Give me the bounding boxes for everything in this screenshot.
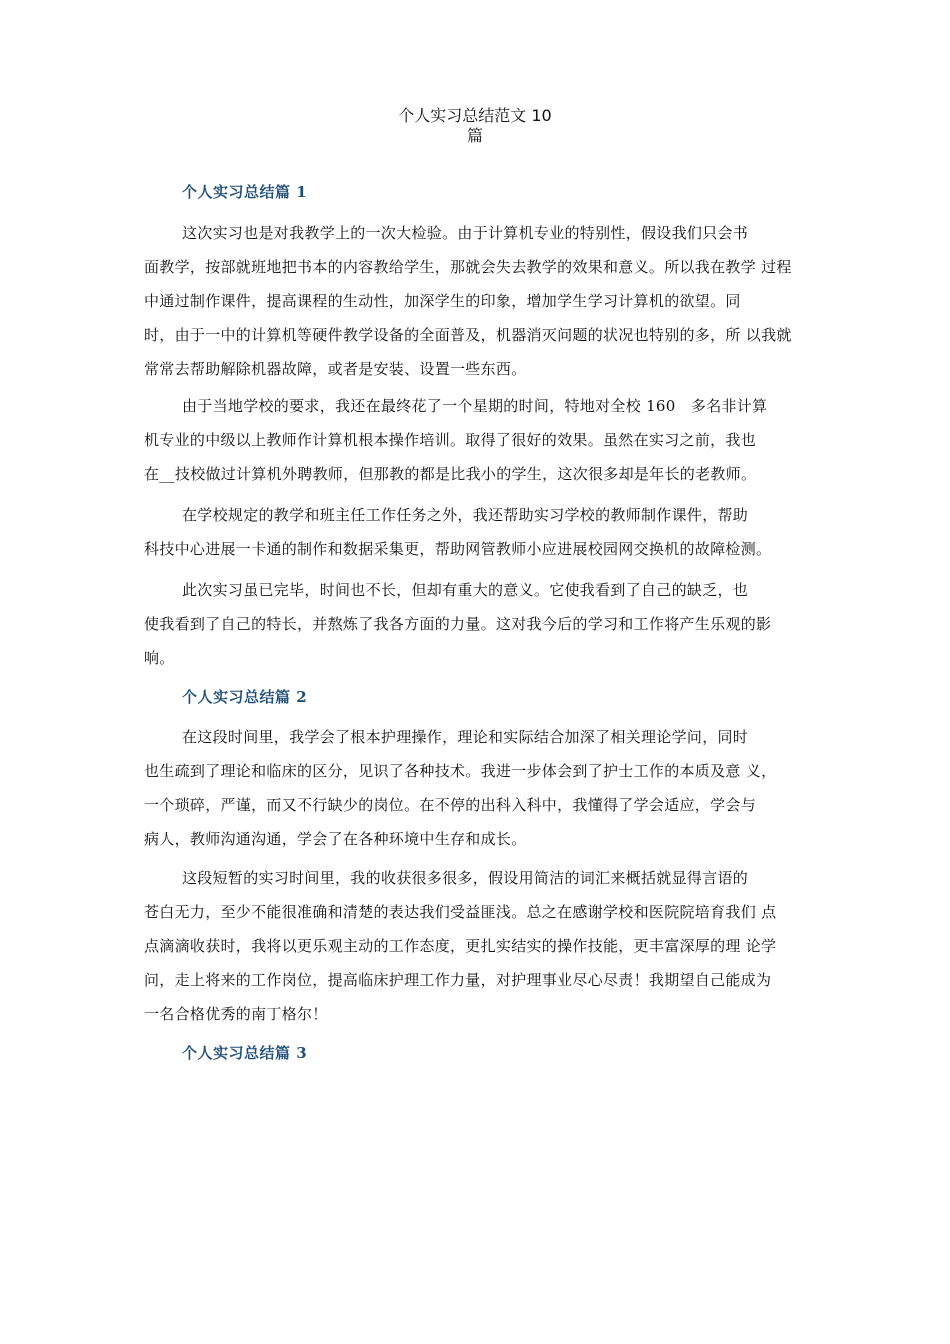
paragraph-line: 机专业的中级以上教师作计算机根本操作培训。取得了很好的效果。虽然在实习之前，我也	[144, 431, 757, 449]
paragraph-line: 在__技校做过计算机外聘教师，但那教的都是比我小的学生，这次很多却是年长的老教师。	[144, 465, 757, 483]
paragraph-line: 科技中心进展一卡通的制作和数据采集更，帮助网管教师小应进展校园网交换机的故障检测。	[144, 540, 772, 558]
paragraph	[144, 573, 824, 675]
paragraph-line: 也生疏到了理论和临床的区分，见识了各种技术。我进一步体会到了护士工作的本质及意 义，	[144, 762, 777, 780]
section-heading-2: 个人实习总结篇 2	[182, 688, 308, 706]
paragraph-line: 苍白无力，至少不能很准确和清楚的表达我们受益匪浅。总之在感谢学校和医院院培育我们 点	[144, 903, 777, 921]
paragraph-line: 中通过制作课件，提高课程的生动性，加深学生的印象，增加学生学习计算机的欲望。同	[144, 292, 741, 310]
paragraph-line: 在这段时间里，我学会了根本护理操作，理论和实际结合加深了相关理论学问，同时	[182, 728, 749, 746]
paragraph-line: 在学校规定的教学和班主任工作任务之外，我还帮助实习学校的教师制作课件，帮助	[182, 506, 749, 524]
paragraph-line: 问，走上将来的工作岗位，提高临床护理工作力量，对护理事业尽心尽责！我期望自己能成为	[144, 971, 772, 989]
paragraph	[144, 861, 824, 1031]
paragraph-line: 时，由于一中的计算机等硬件教学设备的全面普及，机器消灭问题的状况也特别的多，所 以我就	[144, 326, 792, 344]
paragraph	[144, 389, 824, 491]
paragraph-line: 此次实习虽已完毕，时间也不长，但却有重大的意义。它使我看到了自己的缺乏，也	[182, 581, 749, 599]
paragraph-line: 这次实习也是对我教学上的一次大检验。由于计算机专业的特别性，假设我们只会书	[182, 224, 749, 242]
document-title: 个人实习总结范文 10	[398, 106, 552, 125]
paragraph-line: 病人，教师沟通沟通，学会了在各种环境中生存和成长。	[144, 830, 527, 848]
paragraph-line: 一名合格优秀的南丁格尔！	[144, 1005, 328, 1023]
paragraph-line: 面教学，按部就班地把书本的内容教给学生，那就会失去教学的效果和意义。所以我在教学 过程	[144, 258, 792, 276]
section-heading-1: 个人实习总结篇 1	[182, 183, 308, 201]
paragraph-line: 由于当地学校的要求，我还在最终花了一个星期的时间，特地对全校 160 多名非计算	[182, 397, 768, 415]
section-heading-3: 个人实习总结篇 3	[182, 1044, 308, 1062]
paragraph-line: 一个琐碎，严谨，而又不行缺少的岗位。在不停的出科入科中，我懂得了学会适应，学会与	[144, 796, 757, 814]
paragraph-line: 这段短暂的实习时间里，我的收获很多很多，假设用简洁的词汇来概括就显得言语的	[182, 869, 749, 887]
paragraph-line: 响。	[144, 649, 175, 667]
paragraph	[144, 498, 824, 566]
paragraph-line: 点滴滴收获时，我将以更乐观主动的工作态度，更扎实结实的操作技能，更丰富深厚的理 论学	[144, 937, 777, 955]
paragraph	[144, 720, 824, 856]
paragraph-line: 使我看到了自己的特长，并熬炼了我各方面的力量。这对我今后的学习和工作将产生乐观的影	[144, 615, 772, 633]
paragraph	[144, 216, 824, 386]
document-title-continued: 篇	[466, 126, 483, 145]
paragraph-line: 常常去帮助解除机器故障，或者是安装、设置一些东西。	[144, 360, 527, 378]
